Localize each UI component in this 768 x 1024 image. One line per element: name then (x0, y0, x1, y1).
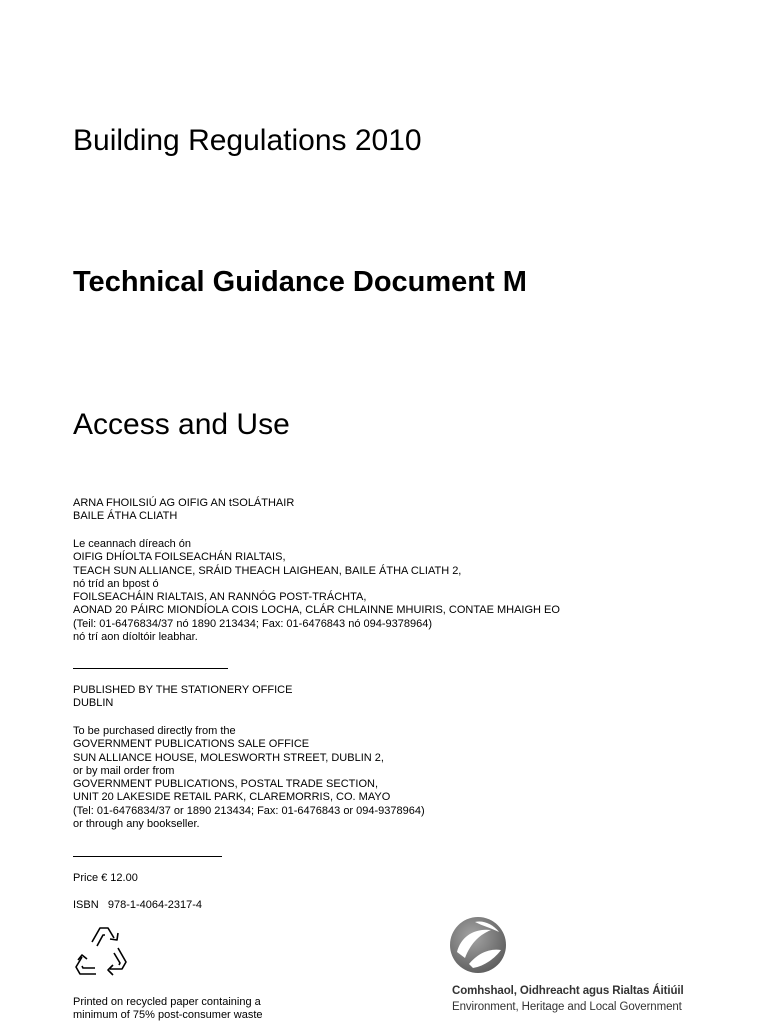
section-divider (73, 668, 228, 669)
recycle-icon (70, 922, 134, 984)
isbn: ISBN 978-1-4064-2317-4 (73, 899, 203, 911)
page-title: Building Regulations 2010 (73, 124, 422, 157)
irish-purchase-line: TEACH SUN ALLIANCE, SRÁID THEACH LAIGHEAN, BAILE ÁTHA CLIATH 2, (73, 564, 462, 577)
english-purchase-line: or through any bookseller. (73, 818, 200, 831)
english-publisher-block (73, 684, 292, 711)
irish-purchase-line: nó trí aon díoltóir leabhar. (73, 631, 198, 644)
department-logo-icon (447, 914, 509, 976)
irish-publisher-block (73, 497, 294, 524)
english-publisher-line: PUBLISHED BY THE STATIONERY OFFICE (73, 684, 293, 696)
irish-purchase-line: AONAD 20 PÁIRC MIONDÍOLA COIS LOCHA, CLÁR CHLAINNE MHUIRIS, CONTAE MHAIGH EO (73, 604, 560, 617)
logo-text-english: Environment, Heritage and Local Government (452, 1001, 682, 1013)
recycled-note-line: Printed on recycled paper containing a (73, 996, 261, 1008)
document-name: Technical Guidance Document M (73, 266, 527, 298)
english-purchase-block (73, 725, 425, 831)
irish-purchase-line: FOILSEACHÁIN RIALTAIS, AN RANNÓG POST-TRÁCHTA, (73, 591, 367, 604)
irish-purchase-line: (Teil: 01-6476834/37 nó 1890 213434; Fax: 01-6476843 nó 094-9378964) (73, 617, 433, 630)
document-subject: Access and Use (73, 408, 290, 441)
english-purchase-line: GOVERNMENT PUBLICATIONS SALE OFFICE (73, 738, 310, 751)
logo-text-irish: Comhshaol, Oidhreacht agus Rialtas Áitiúil (452, 985, 684, 997)
english-purchase-line: or by mail order from (73, 764, 175, 777)
english-purchase-line: (Tel: 01-6476834/37 or 1890 213434; Fax: 01-6476843 or 094-9378964) (73, 804, 425, 817)
price: Price € 12.00 (73, 872, 138, 884)
irish-purchase-line: Le ceannach díreach ón (73, 538, 192, 550)
recycled-paper-note (73, 996, 263, 1023)
irish-publisher-line: BAILE ÁTHA CLIATH (73, 510, 178, 523)
english-purchase-line: To be purchased directly from the (73, 725, 236, 737)
english-purchase-line: SUN ALLIANCE HOUSE, MOLESWORTH STREET, DUBLIN 2, (73, 751, 384, 764)
irish-purchase-line: nó tríd an bpost ó (73, 577, 159, 590)
irish-purchase-line: OIFIG DHÍOLTA FOILSEACHÁN RIALTAIS, (73, 551, 286, 564)
recycled-note-line: minimum of 75% post-consumer waste (73, 1009, 263, 1022)
department-logo (446, 912, 684, 1020)
section-divider (73, 856, 222, 857)
english-purchase-line: GOVERNMENT PUBLICATIONS, POSTAL TRADE SECTION, (73, 778, 378, 791)
english-publisher-line: DUBLIN (73, 697, 114, 710)
irish-purchase-block (73, 538, 560, 644)
irish-publisher-line: ARNA FHOILSIÚ AG OIFIG AN tSOLÁTHAIR (73, 497, 295, 509)
english-purchase-line: UNIT 20 LAKESIDE RETAIL PARK, CLAREMORRIS, CO. MAYO (73, 791, 391, 804)
